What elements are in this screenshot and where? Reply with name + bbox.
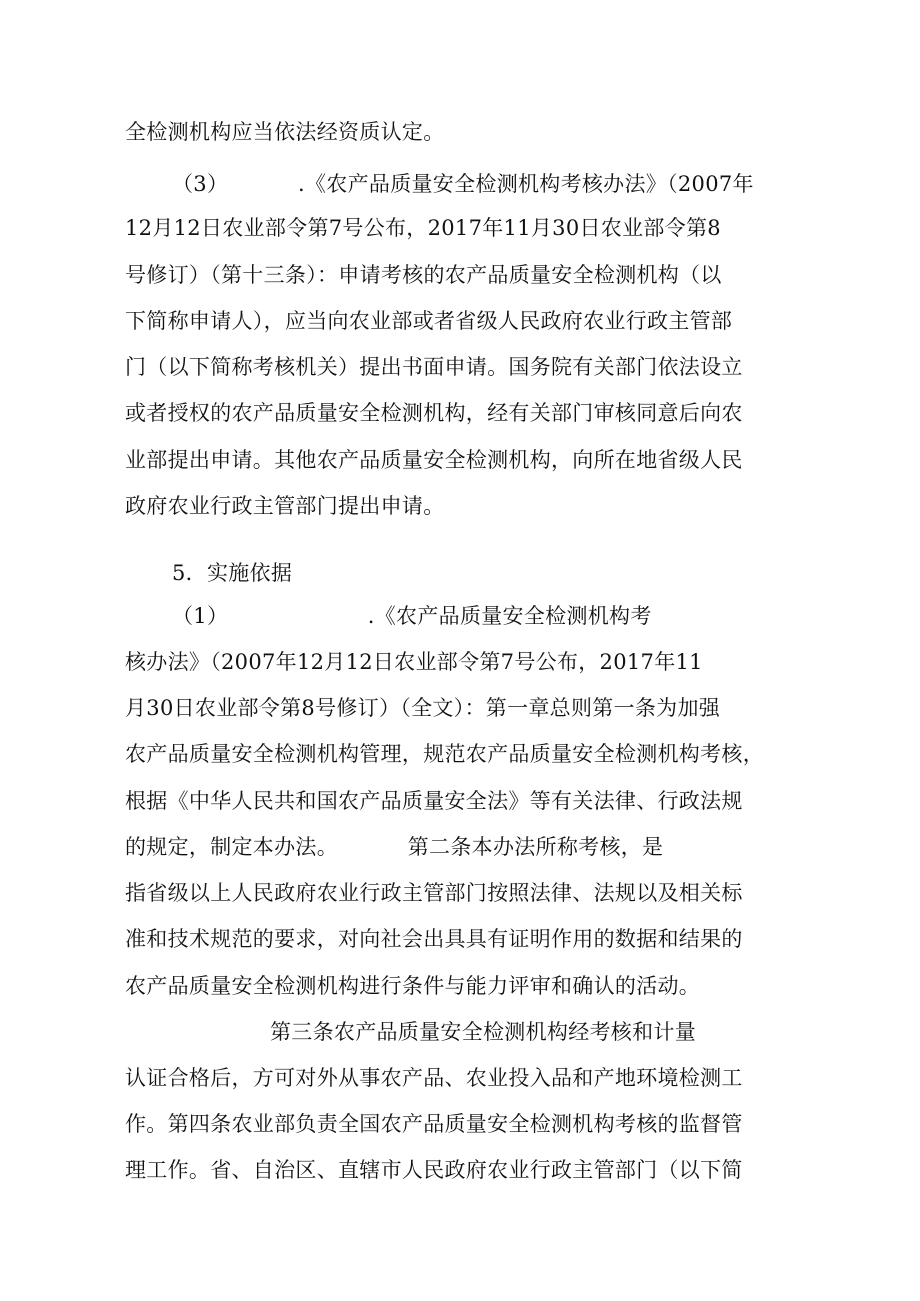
text-line: 政府农业行政主管部门提出申请。 xyxy=(125,494,445,518)
text-line: 门（以下简称考核机关）提出书面申请。国务院有关部门依法设立 xyxy=(125,355,743,379)
text-line: 月30日农业部令第8号修订）（全文）：第一章总则第一条为加强 xyxy=(125,696,721,720)
text-line: 根据《中华人民共和国农产品质量安全法》等有关法律、行政法规 xyxy=(125,789,743,813)
text-line: 的规定，制定本办法。 第二条本办法所称考核，是 xyxy=(125,835,664,859)
text-line: （3） .《农产品质量安全检测机构考核办法》（2007年 xyxy=(172,172,754,196)
text-line: 全检测机构应当依法经资质认定。 xyxy=(125,120,445,144)
text-line: 准和技术规范的要求，对向社会出具具有证明作用的数据和结果的 xyxy=(125,927,743,951)
text-line: 作。第四条农业部负责全国农产品质量安全检测机构考核的监督管 xyxy=(125,1112,743,1136)
text-line: 12月12日农业部令第7号公布，2017年11月30日农业部令第8 xyxy=(125,216,721,240)
text-line: 业部提出申请。其他农产品质量安全检测机构，向所在地省级人民 xyxy=(125,448,743,472)
section-heading: 5．实施依据 xyxy=(172,561,293,585)
text-line: 或者授权的农产品质量安全检测机构，经有关部门审核同意后向农 xyxy=(125,401,743,425)
text-line: 认证合格后，方可对外从事农产品、农业投入品和产地环境检测工 xyxy=(125,1066,743,1090)
text-line: 第三条农产品质量安全检测机构经考核和计量 xyxy=(270,1020,696,1044)
text-line: 指省级以上人民政府农业行政主管部门按照法律、法规以及相关标 xyxy=(125,881,743,905)
text-line: 号修订）（第十三条）：申请考核的农产品质量安全检测机构（以 xyxy=(125,263,722,287)
text-line: （1） .《农产品质量安全检测机构考 xyxy=(172,604,652,628)
text-line: 理工作。省、自治区、直辖市人民政府农业行政主管部门（以下简 xyxy=(125,1158,743,1182)
text-line: 核办法》（2007年12月12日农业部令第7号公布，2017年11 xyxy=(125,650,703,674)
text-line: 下简称申请人），应当向农业部或者省级人民政府农业行政主管部 xyxy=(125,309,733,333)
text-line: 农产品质量安全检测机构进行条件与能力评审和确认的活动。 xyxy=(125,974,701,998)
text-line: 农产品质量安全检测机构管理，规范农产品质量安全检测机构考核， xyxy=(125,742,764,766)
